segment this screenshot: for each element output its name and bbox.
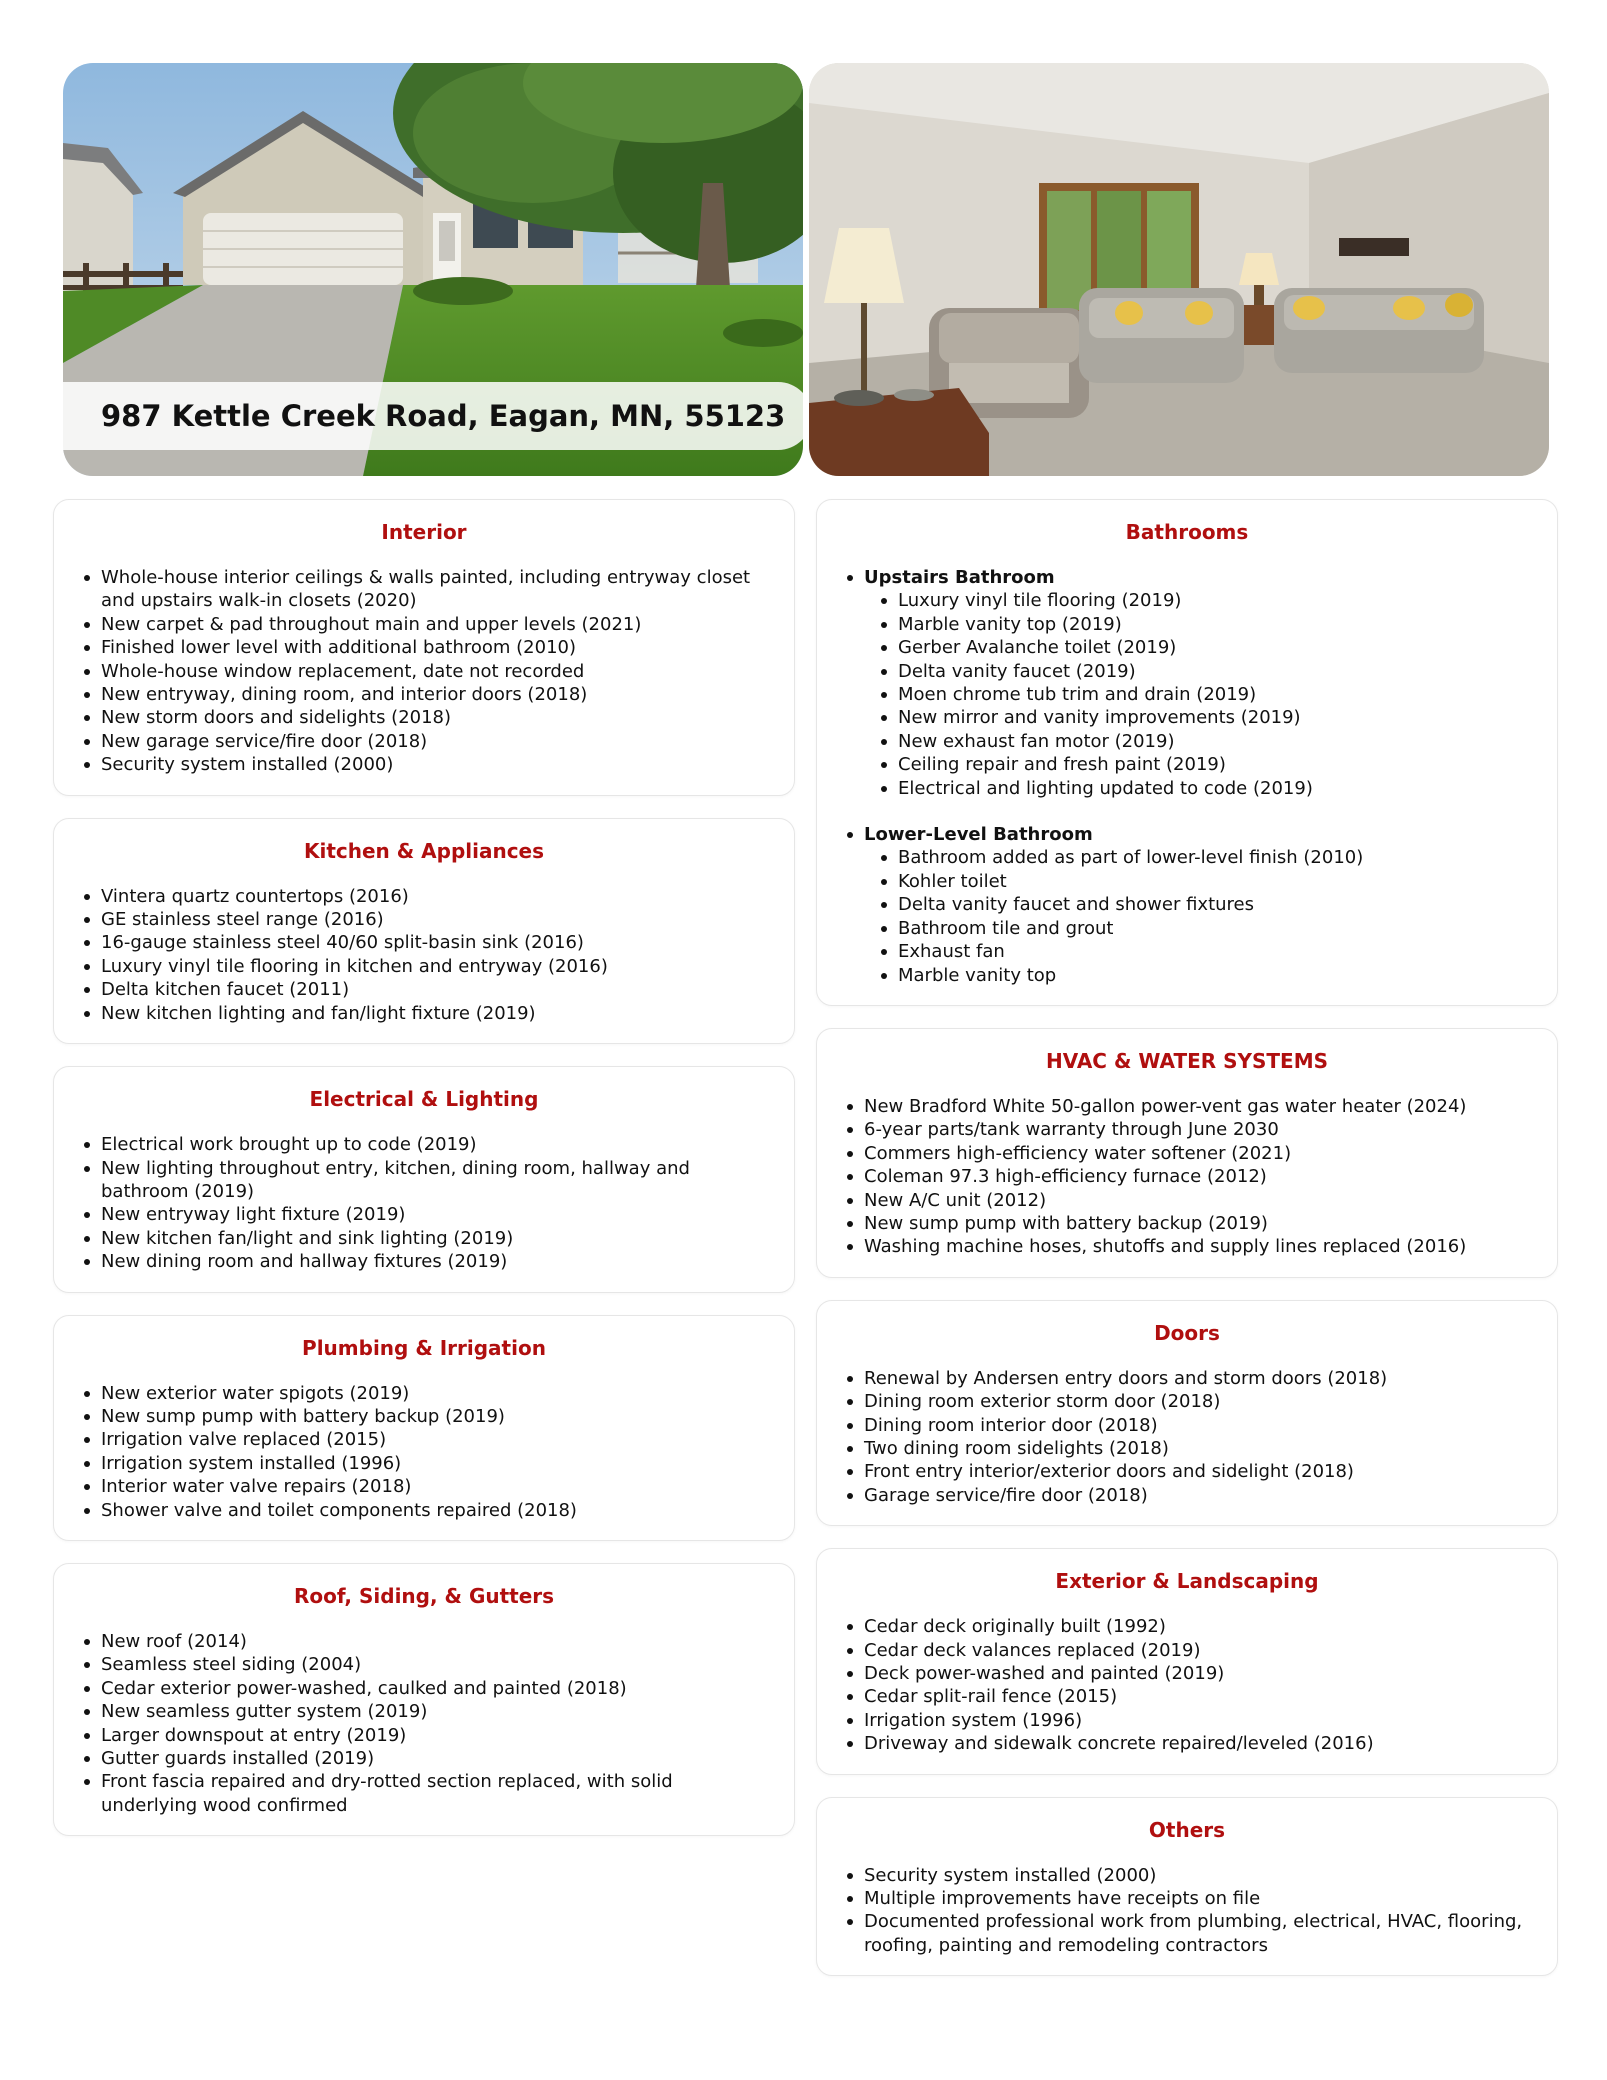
list-item: New kitchen fan/light and sink lighting (2019)	[74, 1227, 774, 1250]
card-title: Roof, Siding, & Gutters	[293, 1583, 555, 1608]
electrical-and-lighting-card	[53, 1066, 795, 1292]
left-column	[53, 499, 795, 1858]
list-item: New sump pump with battery backup (2019)	[74, 1405, 774, 1428]
list-item: Renewal by Andersen entry doors and storm doors (2018)	[837, 1367, 1537, 1390]
bullet-list	[837, 1095, 1537, 1259]
card-title: Interior	[381, 520, 467, 544]
list-item: Security system installed (2000)	[837, 1864, 1537, 1887]
list-item: Delta kitchen faucet (2011)	[74, 978, 774, 1001]
list-item: Bathroom tile and grout	[837, 917, 1537, 940]
list-item: New entryway light fixture (2019)	[74, 1203, 774, 1226]
roof-siding-and-gutters-card	[53, 1563, 795, 1836]
bathroom-group-title: Lower-Level Bathroom	[837, 823, 1537, 846]
list-item: New lighting throughout entry, kitchen, dining room, hallway and bathroom (2019)	[74, 1157, 774, 1204]
bullet-list	[74, 1133, 774, 1273]
card-title: Plumbing & Irrigation	[302, 1335, 546, 1360]
list-item: Bathroom added as part of lower-level finish (2010)	[837, 846, 1537, 869]
list-item: Irrigation valve replaced (2015)	[74, 1428, 774, 1451]
list-item: 6-year parts/tank warranty through June 2030	[837, 1118, 1537, 1141]
list-item: New sump pump with battery backup (2019)	[837, 1212, 1537, 1235]
bullet-list	[74, 1630, 774, 1817]
list-item: Dining room interior door (2018)	[837, 1414, 1537, 1437]
list-item: New seamless gutter system (2019)	[74, 1700, 774, 1723]
living-room-photo	[809, 63, 1549, 476]
list-item: Whole-house interior ceilings & walls painted, including entryway closet and upstairs walk-in closets (2020)	[74, 566, 774, 613]
list-item: New dining room and hallway fixtures (2019)	[74, 1250, 774, 1273]
property-address: 987 Kettle Creek Road, Eagan, MN, 55123	[63, 382, 812, 450]
list-item: Luxury vinyl tile flooring in kitchen and entryway (2016)	[74, 955, 774, 978]
card-title: HVAC & WATER SYSTEMS	[1045, 1048, 1329, 1073]
list-item: New exterior water spigots (2019)	[74, 1382, 774, 1405]
right-column	[816, 499, 1558, 1998]
bathroom-sub-list	[837, 846, 1537, 986]
bullet-list	[837, 1864, 1537, 1958]
list-item: Shower valve and toilet components repaired (2018)	[74, 1499, 774, 1522]
list-item: New Bradford White 50-gallon power-vent gas water heater (2024)	[837, 1095, 1537, 1118]
interior-card	[53, 499, 795, 796]
list-item: Exhaust fan	[837, 940, 1537, 963]
list-item: Finished lower level with additional bathroom (2010)	[74, 636, 774, 659]
list-item: Garage service/fire door (2018)	[837, 1484, 1537, 1507]
list-item: Gutter guards installed (2019)	[74, 1747, 774, 1770]
list-item: Vintera quartz countertops (2016)	[74, 885, 774, 908]
card-title: Others	[1148, 1817, 1226, 1842]
exterior-and-landscaping-card	[816, 1548, 1558, 1774]
list-item: Interior water valve repairs (2018)	[74, 1475, 774, 1498]
list-item: New garage service/fire door (2018)	[74, 730, 774, 753]
card-title: Doors	[1154, 1320, 1220, 1345]
list-item: Ceiling repair and fresh paint (2019)	[837, 753, 1537, 776]
list-item: Electrical work brought up to code (2019)	[74, 1133, 774, 1156]
list-item: Coleman 97.3 high-efficiency furnace (2012)	[837, 1165, 1537, 1188]
kitchen-and-appliances-card	[53, 818, 795, 1044]
list-item: Multiple improvements have receipts on file	[837, 1887, 1537, 1910]
bullet-list	[74, 566, 774, 777]
bullet-list	[837, 1367, 1537, 1507]
list-item: Cedar deck originally built (1992)	[837, 1615, 1537, 1638]
list-item: Moen chrome tub trim and drain (2019)	[837, 683, 1537, 706]
list-item: New exhaust fan motor (2019)	[837, 730, 1537, 753]
list-item: Deck power-washed and painted (2019)	[837, 1662, 1537, 1685]
hvac-and-water-systems-card	[816, 1028, 1558, 1278]
card-title: Electrical & Lighting	[309, 1087, 539, 1112]
list-item: New roof (2014)	[74, 1630, 774, 1653]
bathroom-group-title: Upstairs Bathroom	[837, 566, 1537, 589]
list-item: New storm doors and sidelights (2018)	[74, 706, 774, 729]
card-title: Kitchen & Appliances	[303, 838, 545, 863]
list-item: Front entry interior/exterior doors and sidelight (2018)	[837, 1460, 1537, 1483]
list-item: Electrical and lighting updated to code (2019)	[837, 777, 1537, 800]
bathroom-sub-list	[837, 589, 1537, 800]
list-item: New carpet & pad throughout main and upper levels (2021)	[74, 613, 774, 636]
list-item: 16-gauge stainless steel 40/60 split-basin sink (2016)	[74, 931, 774, 954]
list-item: New entryway, dining room, and interior doors (2018)	[74, 683, 774, 706]
list-item: Larger downspout at entry (2019)	[74, 1724, 774, 1747]
list-item: New A/C unit (2012)	[837, 1189, 1537, 1212]
card-title: Exterior & Landscaping	[1055, 1569, 1319, 1594]
list-item: Cedar exterior power-washed, caulked and painted (2018)	[74, 1677, 774, 1700]
list-item: Security system installed (2000)	[74, 753, 774, 776]
bathroom-group	[837, 823, 1537, 987]
list-item: Two dining room sidelights (2018)	[837, 1437, 1537, 1460]
list-item: Washing machine hoses, shutoffs and supply lines replaced (2016)	[837, 1235, 1537, 1258]
list-item: Dining room exterior storm door (2018)	[837, 1390, 1537, 1413]
list-item: Kohler toilet	[837, 870, 1537, 893]
list-item: Irrigation system (1996)	[837, 1709, 1537, 1732]
list-item: Marble vanity top	[837, 964, 1537, 987]
list-item: Cedar deck valances replaced (2019)	[837, 1639, 1537, 1662]
living-room-illustration	[809, 63, 1549, 476]
list-item: Commers high-efficiency water softener (2021)	[837, 1142, 1537, 1165]
bathroom-group	[837, 566, 1537, 800]
list-item: Marble vanity top (2019)	[837, 613, 1537, 636]
bullet-list	[74, 1382, 774, 1522]
list-item: New kitchen lighting and fan/light fixture (2019)	[74, 1002, 774, 1025]
plumbing-and-irrigation-card	[53, 1315, 795, 1541]
bathrooms-card	[816, 499, 1558, 1006]
list-item: Driveway and sidewalk concrete repaired/leveled (2016)	[837, 1732, 1537, 1755]
list-item: Whole-house window replacement, date not recorded	[74, 660, 774, 683]
list-item: Delta vanity faucet (2019)	[837, 660, 1537, 683]
others-card	[816, 1797, 1558, 1977]
list-item: Seamless steel siding (2004)	[74, 1653, 774, 1676]
list-item: New mirror and vanity improvements (2019)	[837, 706, 1537, 729]
list-item: Documented professional work from plumbing, electrical, HVAC, flooring, roofing, painting and remodeling contractors	[837, 1910, 1537, 1957]
list-item: Irrigation system installed (1996)	[74, 1452, 774, 1475]
list-item: Delta vanity faucet and shower fixtures	[837, 893, 1537, 916]
list-item: Front fascia repaired and dry-rotted section replaced, with solid underlying wood confirmed	[74, 1770, 774, 1817]
list-item: Luxury vinyl tile flooring (2019)	[837, 589, 1537, 612]
bullet-list	[74, 885, 774, 1025]
list-item: GE stainless steel range (2016)	[74, 908, 774, 931]
list-item: Gerber Avalanche toilet (2019)	[837, 636, 1537, 659]
list-item: Cedar split-rail fence (2015)	[837, 1685, 1537, 1708]
card-title: Bathrooms	[1125, 520, 1249, 544]
doors-card	[816, 1300, 1558, 1526]
bullet-list	[837, 1615, 1537, 1755]
